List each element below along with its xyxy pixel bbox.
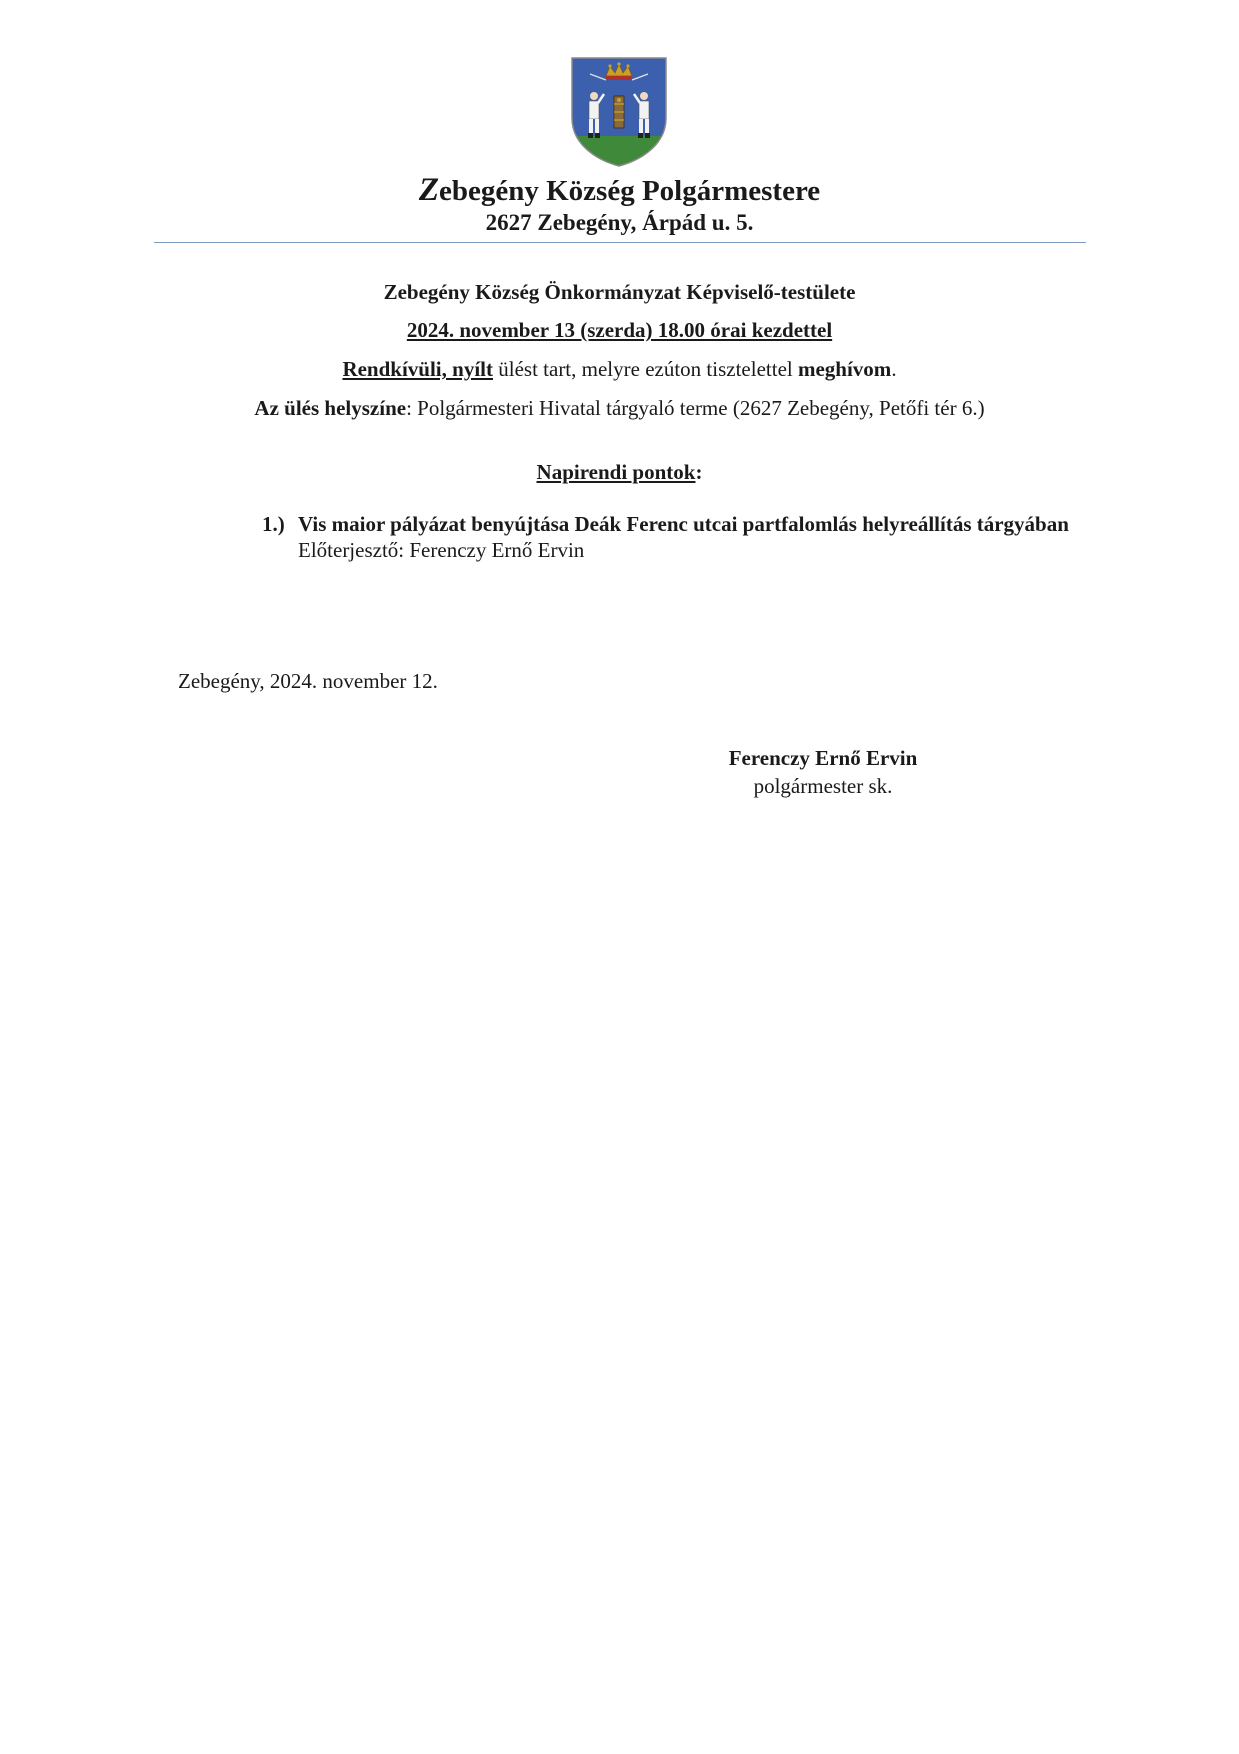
place-and-date: Zebegény, 2024. november 12. [178, 669, 438, 693]
meeting-date-time: 2024. november 13 (szerda) 18.00 órai kezdettel [406, 318, 833, 342]
meeting-date-line [0, 316, 1239, 344]
crown-icon [606, 62, 632, 80]
signatory-name: Ferenczy Ernő Ervin [728, 746, 918, 770]
letterhead-address: 2627 Zebegény, Árpád u. 5. [485, 210, 754, 235]
agenda-item-title: Vis maior pályázat benyújtása Deák Ferenc utcai partfalomlás helyreállítás tárgyában [298, 512, 1069, 536]
agenda-item-number: 1.) [262, 512, 285, 536]
invitation-middle-text: ülést tart, melyre ezúton tisztelettel [493, 357, 798, 381]
signatory-role: polgármester sk. [753, 774, 893, 798]
coat-of-arms-icon [570, 56, 668, 168]
agenda-heading-suffix: : [695, 460, 703, 484]
location-value: : Polgármesteri Hivatal tárgyaló terme (2627 Zebegény, Petőfi tér 6.) [406, 396, 985, 420]
invitation-verb: meghívom [797, 357, 892, 381]
invitation-sentence [0, 355, 1239, 383]
meeting-type: Rendkívüli, nyílt [342, 357, 493, 381]
meeting-location [0, 394, 1239, 422]
invitation-end: . [891, 357, 897, 381]
location-label: Az ülés helyszíne [254, 396, 407, 420]
agenda-item-presenter: Előterjesztő: Ferenczy Ernő Ervin [298, 538, 585, 562]
council-name: Zebegény Község Önkormányzat Képviselő-testülete [383, 280, 856, 304]
agenda-heading-text: Napirendi pontok [536, 460, 696, 484]
letterhead-title [0, 172, 1239, 209]
letterhead-title-rest: ebegény Község Polgármestere [439, 175, 821, 207]
letterhead-title-initial: Z [418, 172, 439, 208]
center-emblem-icon [614, 96, 624, 128]
signature-block [693, 744, 953, 800]
agenda-item [262, 511, 1100, 563]
agenda-list [262, 511, 1100, 563]
header-divider [154, 242, 1086, 243]
agenda-heading [0, 458, 1239, 486]
